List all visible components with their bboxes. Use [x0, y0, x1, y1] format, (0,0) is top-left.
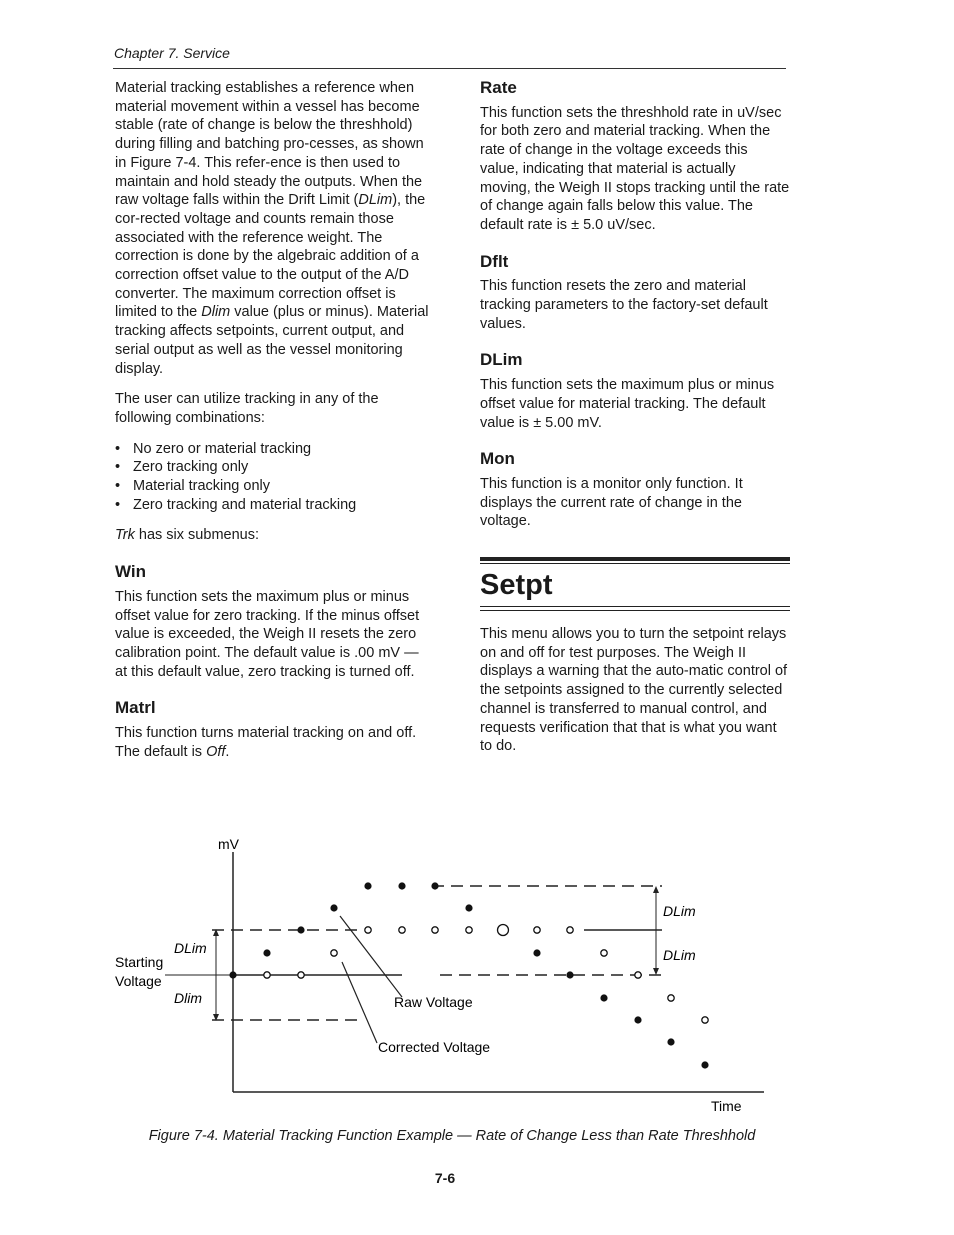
raw-point [263, 949, 270, 956]
setpt-title: Setpt [480, 569, 553, 602]
raw-voltage-label: Raw Voltage [394, 994, 473, 1010]
section-rule-thin [480, 563, 790, 564]
corrected-point [399, 927, 405, 933]
dflt-text: This function resets the zero and material tracking parameters to the factory-set default values. [480, 278, 768, 332]
left-column [115, 79, 433, 774]
raw-point [364, 882, 371, 889]
corrected-point-coincident [498, 925, 509, 936]
corrected-voltage-leader [342, 962, 377, 1043]
list-item: • Material tracking only [115, 477, 433, 496]
header-rule [113, 68, 786, 69]
dlim-left-lower-label: Dlim [174, 990, 202, 1006]
intro-paragraph: Material tracking establishes a reference when material movement within a vessel has become stable (rate of change is below the threshhold) during filling and batching pro-cesses, as shown in Figure 7-4. This refer-ence is then used to maintain and hold steady the outputs. When the raw voltage falls within the Drift Limit (DLim), the cor-rected voltage and counts remain those associated with the reference weight. The correction is done by the algebraic addition of a correction offset value to the output of the A/D converter. The maximum correction offset is limited to the Dlim value (plus or minus). Material tracking affects setpoints, current output, and serial output as well as the vessel monitoring display. [115, 80, 429, 377]
material-tracking-figure [0, 820, 954, 1130]
mon-heading: Mon [480, 449, 515, 469]
rate-heading: Rate [480, 78, 517, 97]
list-item: • No zero or material tracking [115, 440, 433, 459]
corrected-point [601, 950, 607, 956]
submenus-paragraph: Trk has six submenus: [115, 527, 259, 544]
corrected-point [534, 927, 540, 933]
section-rule-under [480, 606, 790, 607]
x-axis-label: Time [711, 1098, 742, 1114]
page-number: 7-6 [434, 1170, 456, 1186]
starting-voltage-label-2: Voltage [115, 973, 162, 989]
raw-point [398, 882, 405, 889]
section-rule-thick [480, 557, 790, 561]
dflt-heading: Dflt [480, 251, 509, 271]
rate-text: This function sets the threshhold rate in uV/sec for both zero and material tracking. When the rate of change in the voltage exceeds this value, indicating that material is actually moving, the Weigh II stops tracking until the rate of change again falls below this value. The default rate is ± 5.0 uV/sec. [480, 104, 790, 233]
raw-point [667, 1038, 674, 1045]
corrected-voltage-label: Corrected Voltage [378, 1039, 491, 1055]
starting-voltage-label-1: Starting [115, 954, 164, 970]
dlim-right-upper-label: DLim [663, 903, 696, 919]
corrected-point [298, 972, 304, 978]
dlim-right-arrowhead-up [653, 886, 659, 893]
raw-point [533, 949, 540, 956]
corrected-point [635, 972, 641, 978]
dlim-right-lower-label: DLim [663, 947, 696, 963]
win-heading: Win [115, 562, 147, 582]
setpt-text: This menu allows you to turn the setpoint relays on and off for test purposes. The Weigh II displays a warning that the auto-matic control of the setpoints assigned to the currently selected channel is transferred to manual control, and requests verification that that is what you want to do. [480, 626, 788, 755]
chapter-header: Chapter 7. Service [114, 45, 230, 61]
corrected-point [668, 995, 674, 1001]
corrected-point [432, 927, 438, 933]
mon-text: This function is a monitor only function. It displays the current rate of change in the voltage. [480, 475, 743, 530]
raw-point [330, 904, 337, 911]
corrected-voltage-points [264, 925, 708, 1024]
combinations-list [115, 440, 433, 515]
corrected-point [264, 972, 270, 978]
raw-point [634, 1016, 641, 1023]
raw-point [600, 994, 607, 1001]
setpt-section [480, 557, 790, 756]
raw-point [297, 926, 304, 933]
list-item: • Zero tracking only [115, 458, 433, 477]
raw-point [431, 882, 438, 889]
matrl-text: This function turns material tracking on and off. The default is Off. [115, 725, 417, 760]
y-axis-label: mV [218, 836, 239, 852]
section-rule-under-2 [480, 610, 790, 611]
dlim-left-upper-label: DLim [174, 940, 207, 956]
corrected-point [702, 1017, 708, 1023]
win-text: This function sets the maximum plus or minus offset value for zero tracking. If the minus offset value is exceeded, the Weigh II resets the zero calibration point. The default value is .00 mV — at this default value, zero tracking is turned off. [115, 588, 420, 680]
raw-point [465, 904, 472, 911]
corrected-point [466, 927, 472, 933]
raw-point [701, 1061, 708, 1068]
raw-point [229, 971, 236, 978]
dlim-heading: DLim [480, 350, 523, 370]
raw-point [566, 971, 573, 978]
matrl-heading: Matrl [115, 698, 156, 718]
corrected-point [567, 927, 573, 933]
corrected-point [365, 927, 371, 933]
dlim-right-arrowhead-down [653, 968, 659, 975]
figure-caption: Figure 7-4. Material Tracking Function Example — Rate of Change Less than Rate Threshhold [148, 1128, 756, 1144]
combinations-paragraph: The user can utilize tracking in any of the following combinations: [115, 391, 379, 426]
right-column [480, 79, 790, 768]
list-item: • Zero tracking and material tracking [115, 496, 433, 515]
dlim-text: This function sets the maximum plus or minus offset value for material tracking. The default value is ± 5.00 mV. [480, 377, 775, 431]
corrected-point [331, 950, 337, 956]
